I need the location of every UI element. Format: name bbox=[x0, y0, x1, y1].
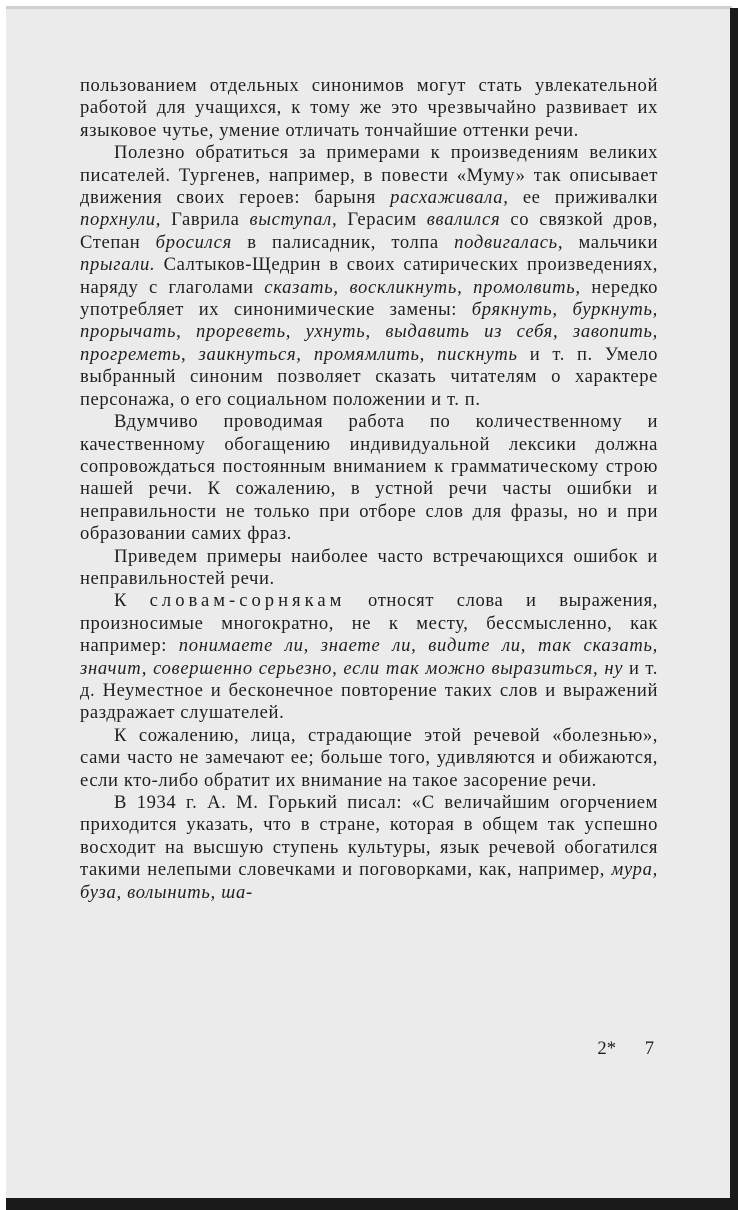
scan-edge-top bbox=[6, 6, 732, 9]
text-run: ее приживалки bbox=[508, 187, 658, 209]
italic-term: понимаете ли, знаете ли, видите ли, так сказать, значит, совершенно серьезно, если так можно выразиться, ну bbox=[80, 635, 658, 679]
text-run: В 1934 г. А. М. Горький писал: «С величайшим огорчением приходится указать, что в стране, которая в общем так успешно восходит на высшую ступень культуры, язык речевой обогатился такими нелепыми словечками и поговорками, как, например, bbox=[80, 792, 658, 881]
text-run: К сожалению, лица, страдающие этой речевой «болезнью», сами часто не замечают ее; больше того, удивляются и обижаются, если кто-либо обратит их внимание на такое засорение речи. bbox=[80, 724, 658, 791]
text-run: нередко употребляет их синонимические замены: bbox=[80, 276, 658, 321]
text-run: Гаврила bbox=[161, 209, 250, 231]
italic-term: выступал, bbox=[249, 209, 338, 231]
scan-edge-right bbox=[730, 8, 738, 1210]
italic-term: бросился bbox=[155, 231, 232, 253]
text-run: относят слова и выражения, произносимые многократно, не к месту, бессмысленно, как например: bbox=[80, 590, 658, 657]
text-run: пользованием отдельных синонимов могут стать увлекательной работой для учащихся, к тому же это чрезвычайно развивает их языковое чутье, умение отличать тончайшие оттенки речи. bbox=[80, 75, 658, 141]
paragraph-p1 bbox=[80, 75, 658, 142]
italic-term: прыгали. bbox=[80, 254, 156, 276]
body-text bbox=[80, 75, 658, 904]
italic-term: расхаживала, bbox=[390, 187, 509, 209]
text-run: мальчики bbox=[563, 231, 658, 253]
paragraph-p6 bbox=[80, 725, 658, 792]
signature-mark: 2* bbox=[597, 1038, 616, 1059]
italic-term: сказать, воскликнуть, промолвить, bbox=[264, 276, 581, 298]
italic-term: брякнуть, буркнуть, прорычать, прореветь, ухнуть, выдавить из себя, завопить, прогреметь, заикнуться, промямлить, пискнуть bbox=[80, 299, 658, 365]
paragraph-p5 bbox=[80, 590, 658, 724]
spaced-term: словам-сорнякам bbox=[149, 590, 346, 612]
italic-term: порхнули, bbox=[80, 209, 162, 231]
italic-term: подвигалась, bbox=[454, 231, 564, 253]
text-run: со связкой дров, Степан bbox=[80, 209, 658, 253]
italic-term: мура, буза, волынить, ша- bbox=[80, 859, 658, 903]
page-number: 7 bbox=[644, 1038, 654, 1059]
text-run: Приведем примеры наиболее часто встречающихся ошибок и неправильностей речи. bbox=[80, 545, 658, 589]
text-run: Полезно обратиться за примерами к произведениям великих писателей. Тургенев, например, в повести «Муму» так описывает движения своих героев: барыня bbox=[80, 142, 658, 209]
paragraph-p7 bbox=[80, 792, 658, 904]
text-run: в палисадник, толпа bbox=[231, 231, 455, 253]
text-run: и т. п. Умело выбранный синоним позволяет сказать читателям о характере персонажа, о его социальном положении и т. п. bbox=[80, 343, 658, 410]
text-run: Герасим bbox=[337, 209, 427, 231]
text-run: Салтыков-Щедрин в своих сатирических произведениях, наряду с глаголами bbox=[80, 254, 658, 298]
italic-term: ввалился bbox=[426, 209, 501, 231]
text-run: К bbox=[114, 590, 150, 612]
paragraph-p4 bbox=[80, 546, 658, 591]
text-run: Вдумчиво проводимая работа по количественному и качественному обогащению индивидуальной лексики должна сопровождаться постоянным вниманием к грамматическому строю нашей речи. К сожалению, в устной речи часты ошибки и неправильности не только при отборе слов для фразы, но и при образовании самих фраз. bbox=[80, 411, 658, 545]
text-run: и т. д. Неуместное и бесконечное повторение таких слов и выражений раздражает слушателей. bbox=[80, 657, 658, 724]
paragraph-p3 bbox=[80, 411, 658, 545]
scan-edge-bottom bbox=[6, 1198, 738, 1210]
paragraph-p2 bbox=[80, 142, 658, 411]
